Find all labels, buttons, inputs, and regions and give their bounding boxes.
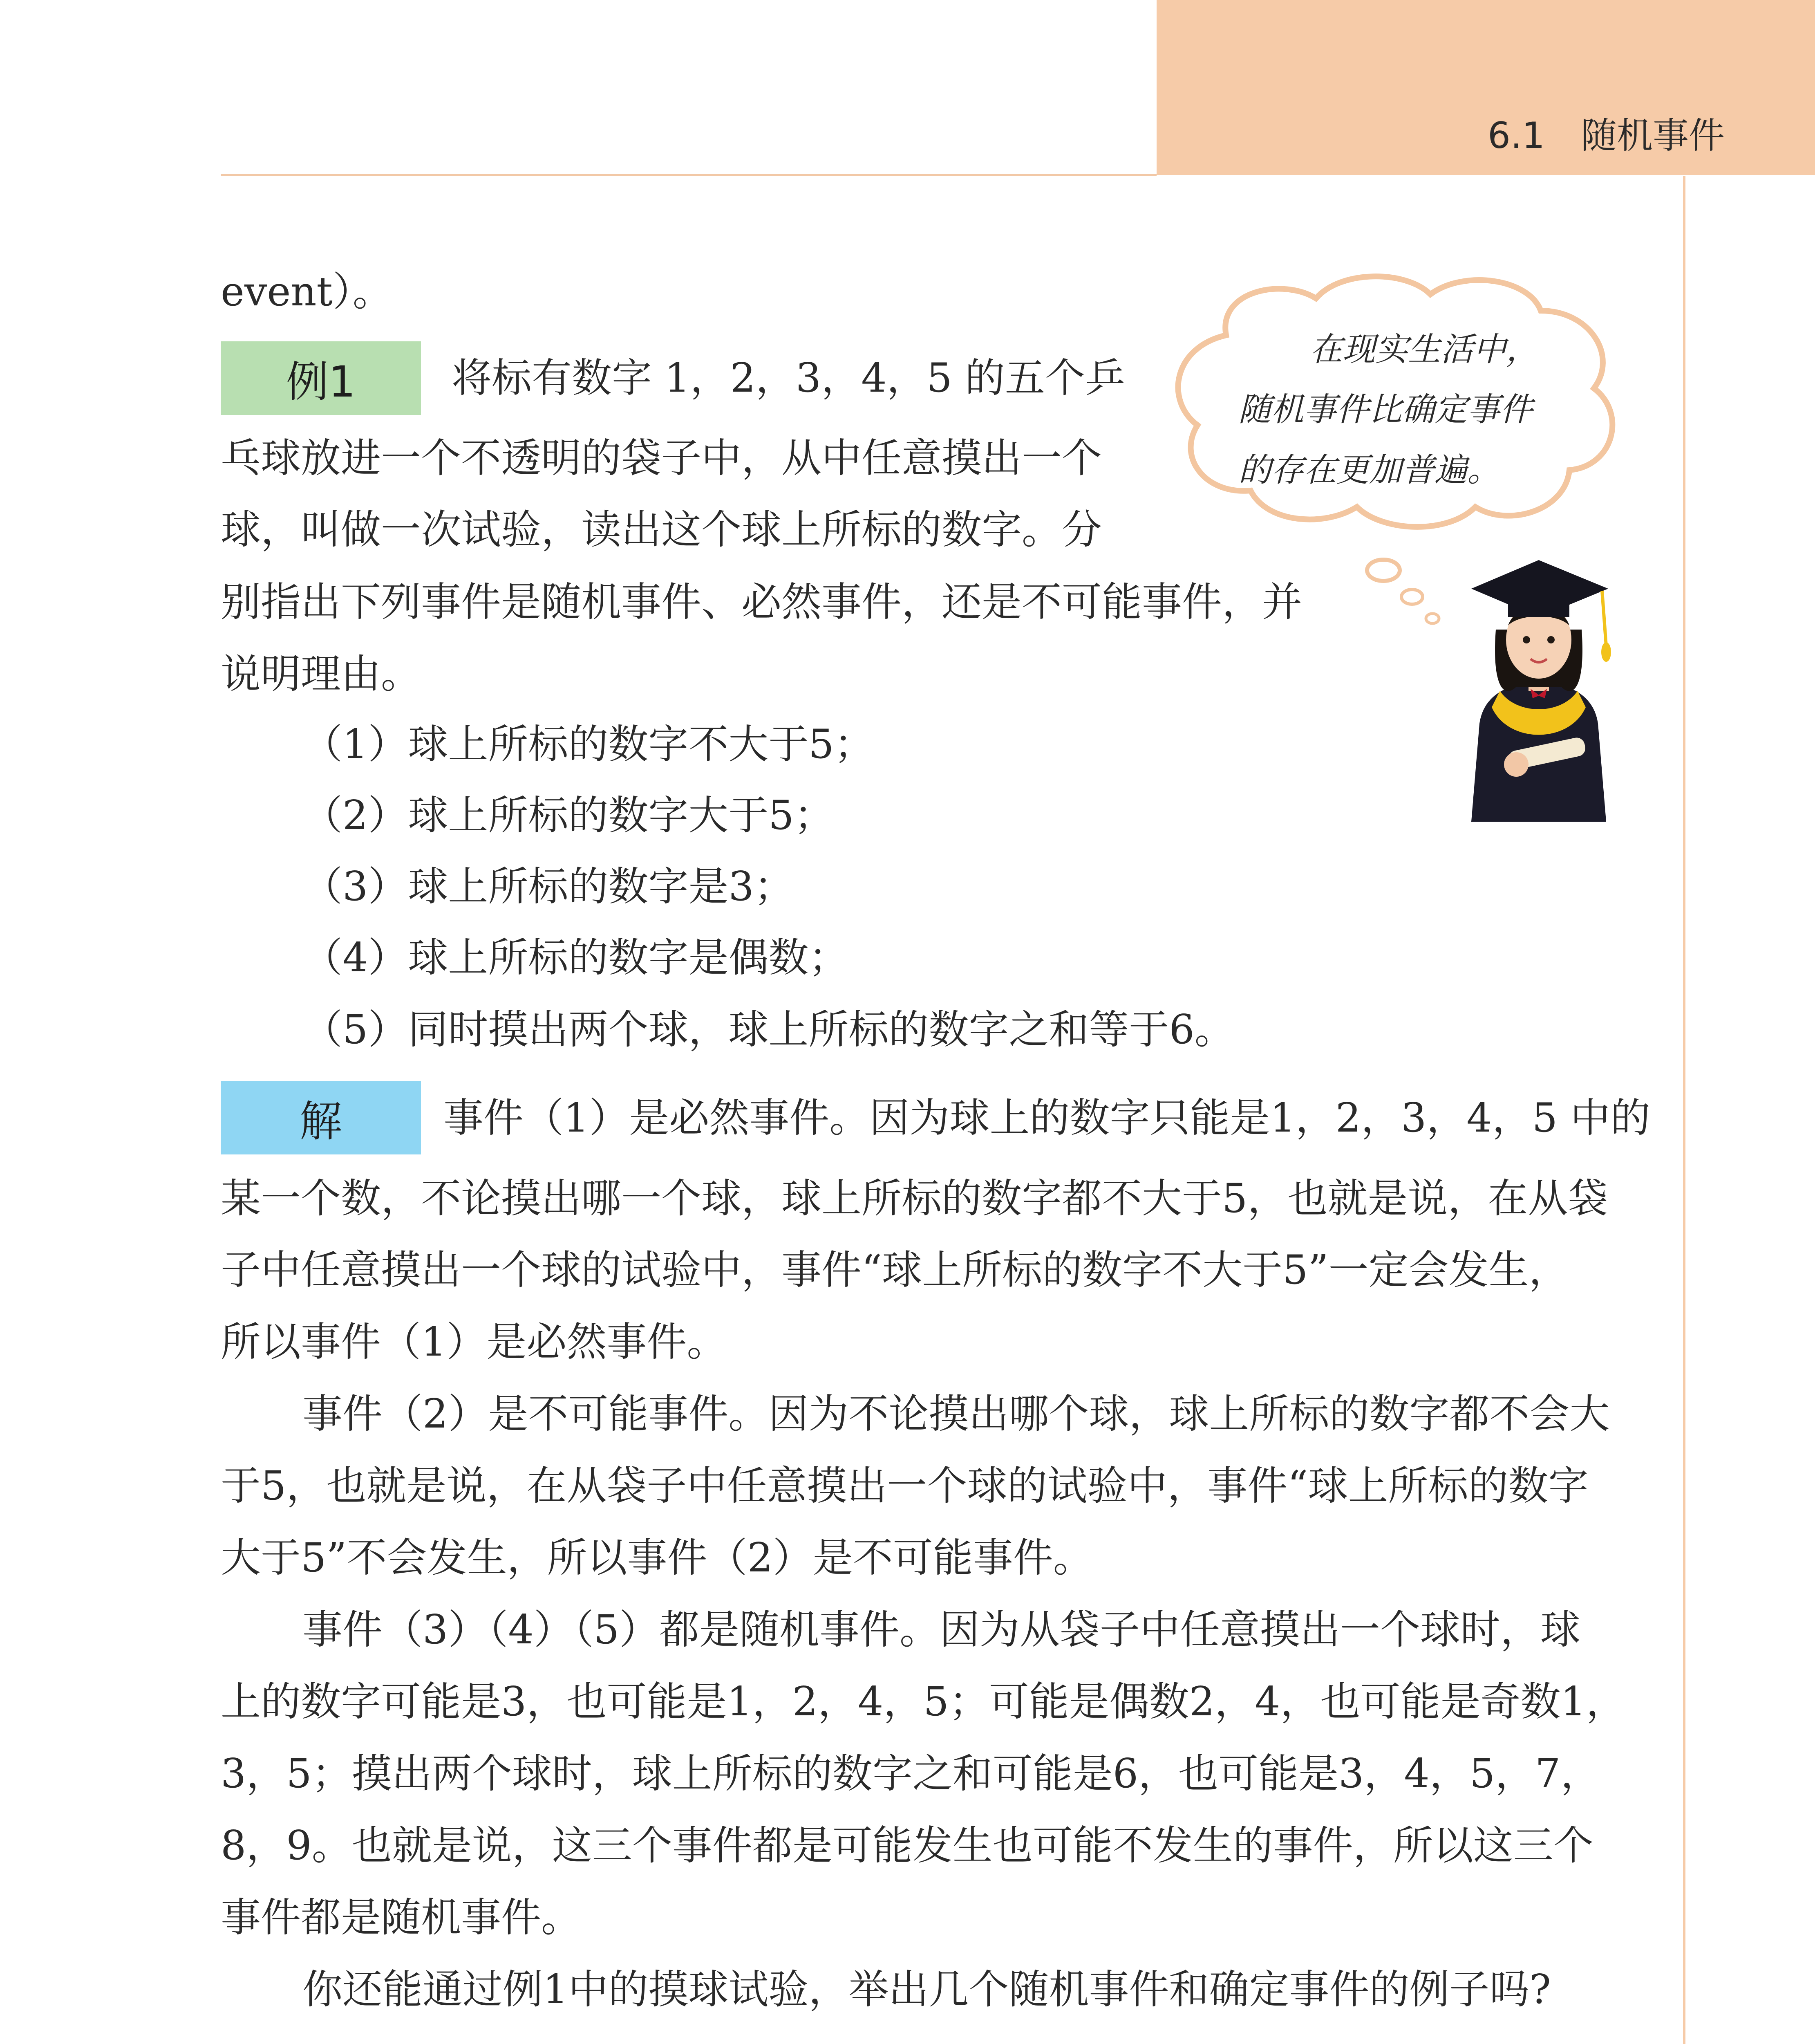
example-item-2: （2）球上所标的数字大于5；	[302, 792, 834, 839]
bubble-line-3: 的存在更加普遍。	[1238, 451, 1500, 489]
example-item-1: （1）球上所标的数字不大于5；	[302, 721, 874, 768]
example-tag: 例1	[221, 341, 421, 415]
solution-line-4: 所以事件（1）是必然事件。	[221, 1319, 727, 1365]
bubble-line-1: 在现实生活中，	[1310, 330, 1539, 368]
example-item-3: （3）球上所标的数字是3；	[302, 863, 794, 910]
solution-line-2: 某一个数，不论摸出哪一个球，球上所标的数字都不大于5，也就是说，在从袋	[221, 1175, 1608, 1222]
solution-line-9: 上的数字可能是3，也可能是1，2，4，5；可能是偶数2，4，也可能是奇数1，	[221, 1679, 1626, 1725]
solution-line-5: 事件（2）是不可能事件。因为不论摸出哪个球，球上所标的数字都不会大	[302, 1391, 1610, 1437]
section-title: 6.1 随机事件	[1488, 114, 1725, 157]
margin-rule	[1683, 176, 1685, 2044]
example-item-4: （4）球上所标的数字是偶数；	[302, 935, 849, 981]
example-line-5: 说明理由。	[221, 651, 421, 697]
solution-question: 你还能通过例1中的摸球试验，举出几个随机事件和确定事件的例子吗?	[302, 1966, 1551, 2013]
bubble-line-2: 随机事件比确定事件	[1238, 390, 1533, 428]
example-line-2: 乓球放进一个不透明的袋子中，从中任意摸出一个	[221, 435, 1102, 482]
example-line-4: 别指出下列事件是随机事件、必然事件，还是不可能事件，并	[221, 579, 1303, 625]
solution-line-6: 于5，也就是说，在从袋子中任意摸出一个球的试验中，事件“球上所标的数字	[221, 1463, 1589, 1509]
solution-line-1: 事件（1）是必然事件。因为球上的数字只能是1，2，3，4，5 中的	[443, 1095, 1651, 1141]
solution-line-8: 事件（3）（4）（5）都是随机事件。因为从袋子中任意摸出一个球时，球	[302, 1607, 1581, 1653]
solution-line-12: 事件都是随机事件。	[221, 1894, 582, 1941]
solution-tag: 解	[221, 1081, 421, 1154]
example-line-1: 将标有数字 1，2，3，4，5 的五个乒	[452, 355, 1126, 401]
solution-line-10: 3，5；摸出两个球时，球上所标的数字之和可能是6，也可能是3，4，5，7，	[221, 1750, 1601, 1797]
example-item-5: （5）同时摸出两个球，球上所标的数字之和等于6。	[302, 1006, 1235, 1053]
solution-line-7: 大于5”不会发生，所以事件（2）是不可能事件。	[221, 1535, 1093, 1581]
solution-line-11: 8，9。也就是说，这三个事件都是可能发生也可能不发生的事件，所以这三个	[221, 1822, 1593, 1869]
example-line-3: 球，叫做一次试验，读出这个球上所标的数字。分	[221, 507, 1102, 553]
carry-line: event）。	[221, 269, 393, 315]
solution-line-3: 子中任意摸出一个球的试验中，事件“球上所标的数字不大于5”一定会发生，	[221, 1247, 1569, 1293]
header-rule	[221, 174, 1157, 176]
graduate-girl-illustration	[1447, 552, 1631, 822]
